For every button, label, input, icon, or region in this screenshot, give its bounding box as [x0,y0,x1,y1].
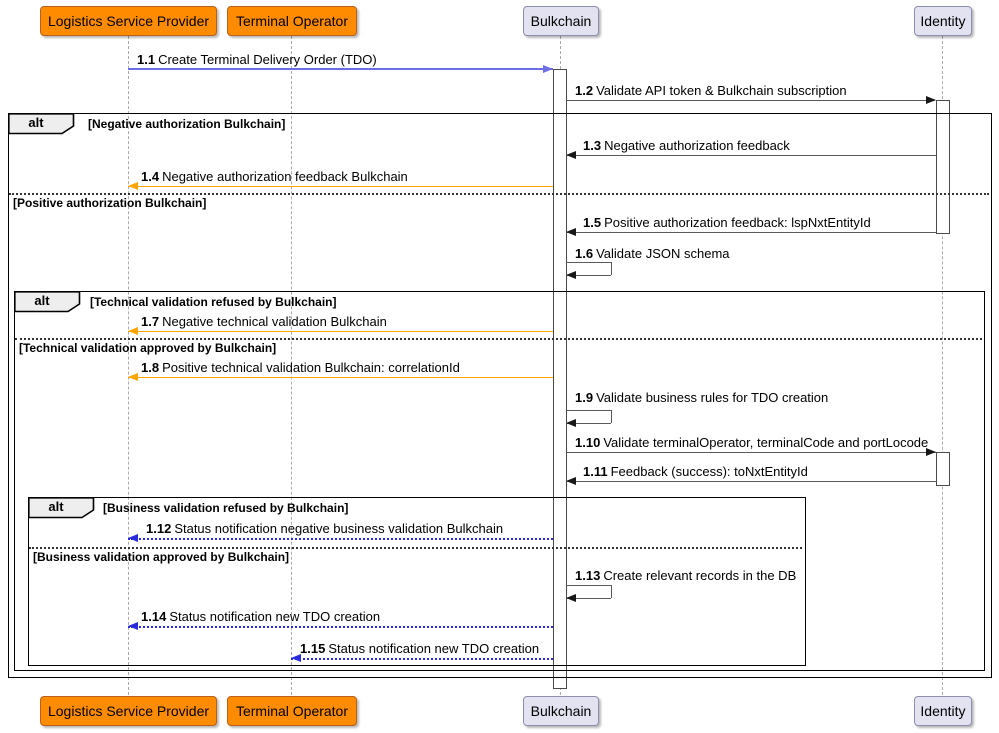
message-1-8-arrowhead [128,373,138,381]
message-1-6-loop-side [611,262,612,275]
participant-logistics-service-provider-bottom: Logistics Service Provider [40,696,217,726]
guard-technical-approved: [Technical validation approved by Bulkchain] [19,341,277,355]
guard-positive-authorization: [Positive authorization Bulkchain] [13,196,207,210]
message-1-10-line [566,452,936,453]
participant-terminal-operator-top: Terminal Operator [227,6,357,36]
message-1-13-loop-top [566,585,611,586]
message-1-7-label: 1.7 Negative technical validation Bulkchain [141,314,387,329]
guard-business-approved: [Business validation approved by Bulkchain] [33,550,290,564]
message-1-6-label: 1.6 Validate JSON schema [575,246,730,261]
guard-negative-authorization: [Negative authorization Bulkchain] [88,117,286,131]
message-1-4-label: 1.4 Negative authorization feedback Bulkchain [141,169,408,184]
message-1-9-label: 1.9 Validate business rules for TDO creation [575,390,829,405]
message-1-14-line [128,626,553,628]
alt-divider-business [29,547,802,549]
message-1-8-label: 1.8 Positive technical validation Bulkchain: correlationId [141,360,460,375]
guard-technical-refused: [Technical validation refused by Bulkchain] [90,295,337,309]
message-1-8-line [128,377,553,378]
message-1-2-line [566,100,935,101]
message-1-2-arrowhead [926,96,936,104]
message-1-3-arrowhead [566,151,576,159]
message-1-15-arrowhead [291,654,301,662]
message-1-12-line [128,538,553,540]
alt-operator-label: alt [34,293,50,308]
message-1-12-label: 1.12 Status notification negative business validation Bulkchain [146,521,504,536]
message-1-1-line [128,68,553,70]
participant-bulkchain-top: Bulkchain [523,6,599,36]
message-1-10-label: 1.10 Validate terminalOperator, terminalCode and portLocode [575,435,929,450]
message-1-5-arrowhead [566,228,576,236]
guard-business-refused: [Business validation refused by Bulkchain] [103,501,349,515]
participant-identity-bottom: Identity [914,696,972,726]
message-1-3-label: 1.3 Negative authorization feedback [583,138,790,153]
message-1-12-arrowhead [128,534,138,542]
message-1-6-loop-top [566,262,611,263]
message-1-11-line [566,481,936,482]
message-1-11-label: 1.11 Feedback (success): toNxtEntityId [583,464,808,479]
alt-divider-authorization [9,193,989,195]
message-1-2-label: 1.2 Validate API token & Bulkchain subscription [575,83,847,98]
message-1-11-arrowhead [566,477,576,485]
message-1-4-arrowhead [128,182,138,190]
message-1-7-line [128,331,553,332]
message-1-9-arrowhead [566,419,576,427]
participant-terminal-operator-bottom: Terminal Operator [227,696,357,726]
message-1-6-arrowhead [566,271,576,279]
message-1-1-label: 1.1 Create Terminal Delivery Order (TDO) [137,52,377,67]
message-1-5-line [566,232,936,233]
message-1-9-loop-top [566,410,611,411]
message-1-14-arrowhead [128,622,138,630]
message-1-15-label: 1.15 Status notification new TDO creation [300,641,540,656]
message-1-4-line [128,186,553,187]
message-1-15-line [291,658,553,660]
participant-bulkchain-bottom: Bulkchain [523,696,599,726]
message-1-3-line [566,155,936,156]
alt-operator-label: alt [28,115,44,130]
message-1-9-loop-side [611,410,612,423]
message-1-5-label: 1.5 Positive authorization feedback: lspNxtEntityId [583,215,871,230]
message-1-13-arrowhead [566,594,576,602]
alt-operator-label: alt [48,499,64,514]
message-1-1-arrowhead [543,65,553,73]
message-1-13-label: 1.13 Create relevant records in the DB [575,568,797,583]
message-1-7-arrowhead [128,327,138,335]
participant-logistics-service-provider-top: Logistics Service Provider [40,6,217,36]
participant-identity-top: Identity [914,6,972,36]
alt-divider-technical [15,338,982,340]
message-1-14-label: 1.14 Status notification new TDO creation [141,609,381,624]
message-1-10-arrowhead [926,448,936,456]
message-1-13-loop-side [611,585,612,598]
